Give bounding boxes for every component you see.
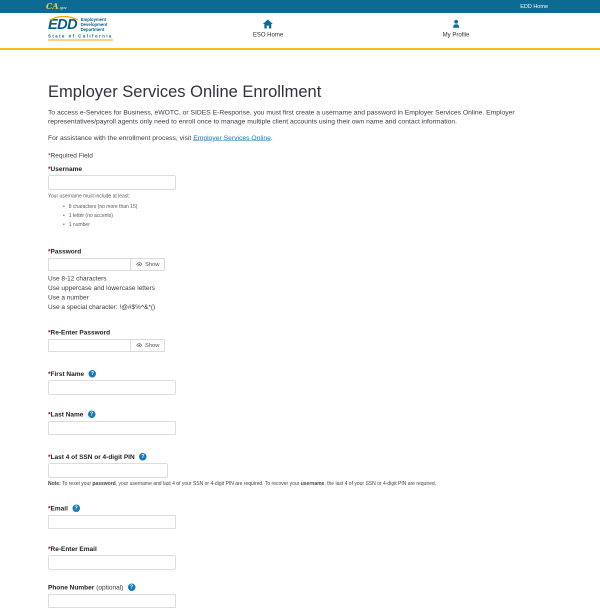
username-hint-title: Your username must include at least: (48, 193, 131, 199)
help-icon[interactable]: ? (128, 584, 136, 592)
required-asterisk: * (48, 164, 51, 173)
password-hint-item: Use a special character: !@#$%^&*() (48, 302, 156, 311)
site-header (0, 13, 600, 48)
nav-eso-home[interactable] (253, 19, 283, 38)
required-field-note-label: Required Field (50, 151, 93, 159)
reenter-password-input[interactable] (48, 339, 131, 352)
eye-icon (136, 262, 143, 267)
home-icon (263, 19, 274, 29)
ssn-pin-note (48, 481, 552, 487)
note-bold: password (92, 480, 116, 487)
page-title: Employer Services Online Enrollment (48, 82, 322, 101)
required-asterisk: * (48, 504, 51, 512)
required-asterisk: * (48, 544, 51, 553)
password-show-label: Show (145, 261, 160, 268)
email-label-text: Email (50, 504, 68, 512)
password-hints (48, 273, 552, 311)
email-input[interactable] (48, 515, 176, 529)
password-field-group (48, 247, 552, 311)
assistance-text: For assistance with the enrollment process, visit (48, 134, 194, 142)
assistance-paragraph (48, 134, 552, 143)
first-name-label-text: First Name (50, 369, 85, 378)
last-name-label-text: Last Name (50, 410, 84, 418)
required-asterisk: * (48, 452, 51, 461)
last-name-input[interactable] (48, 421, 176, 435)
person-icon (451, 19, 461, 29)
assistance-period: . (270, 134, 273, 142)
note-text: , your username and last 4 of your SSN or 4-digit PIN are required. To recover your (115, 480, 301, 487)
help-icon[interactable]: ? (88, 411, 96, 419)
edd-logo-name (81, 17, 108, 32)
required-asterisk: * (48, 247, 51, 255)
username-label (48, 165, 552, 173)
reenter-email-field-group (48, 545, 552, 570)
required-asterisk: * (48, 328, 51, 336)
ca-gov-logo[interactable] (46, 3, 67, 11)
password-label (48, 247, 552, 255)
edd-logo-arc-icon (49, 16, 79, 21)
phone-label-text: Phone Number (48, 583, 95, 591)
username-hint-item: • 8 characters (no more than 15) (63, 204, 552, 210)
required-asterisk: * (48, 410, 51, 418)
nav-eso-home-label: ESO Home (252, 31, 284, 38)
reenter-password-input-row (48, 339, 552, 352)
note-bold: username (300, 480, 325, 487)
required-field-note (48, 151, 552, 159)
edd-logo-line1: Employment (80, 17, 107, 22)
reenter-email-label (48, 545, 552, 553)
reenter-password-label-text: Re-Enter Password (50, 328, 111, 336)
edd-logo-acronym: EDD (48, 16, 78, 33)
password-hint-item: Use 8-12 characters (48, 274, 107, 282)
phone-field-group (48, 583, 552, 608)
utility-bar (0, 0, 600, 13)
nav-my-profile[interactable] (443, 19, 470, 38)
required-asterisk: * (48, 151, 51, 159)
help-icon[interactable]: ? (89, 370, 97, 378)
edd-logo-tagline: State of California (48, 33, 113, 39)
email-field-group (48, 504, 552, 529)
first-name-input[interactable] (48, 380, 176, 394)
password-input-row (48, 258, 552, 271)
password-label-text: Password (50, 247, 82, 255)
employer-services-online-link[interactable]: Employer Services Online (193, 134, 271, 142)
last-name-label (48, 410, 552, 418)
ssn-pin-label (48, 453, 552, 461)
eye-icon (136, 343, 143, 348)
ssn-pin-label-text: Last 4 of SSN or 4-digit PIN (50, 452, 135, 461)
username-hint-list (63, 204, 552, 228)
username-input[interactable] (48, 175, 176, 189)
main-content (0, 50, 600, 608)
last-name-field-group (48, 410, 552, 435)
help-icon[interactable]: ? (72, 505, 80, 513)
first-name-label (48, 370, 552, 378)
phone-label (48, 583, 552, 591)
username-field-group (48, 165, 552, 228)
username-hint-item: • 1 number (63, 222, 552, 228)
reenter-password-show-button[interactable] (131, 339, 165, 352)
password-hint-item: Use a number (48, 293, 89, 301)
edd-logo-line3: Department (80, 27, 105, 32)
ssn-pin-input[interactable] (48, 463, 168, 477)
intro-paragraph: To access e-Services for Business, eWOTC, or SIDES E-Response, you must first create a username and password in Employer Services Online. Employer representatives/payroll agents only need to enroll once to manage multiple client accounts using their own name and contact information. (48, 108, 515, 125)
ca-gov-logo-text: CA (46, 1, 59, 11)
help-icon[interactable]: ? (139, 453, 147, 461)
reenter-password-show-label: Show (145, 342, 160, 349)
reenter-password-label (48, 328, 552, 336)
edd-logo[interactable] (48, 17, 113, 41)
edd-home-link[interactable]: EDD Home (520, 3, 548, 10)
email-label (48, 504, 552, 512)
phone-optional-text: (optional) (96, 583, 124, 591)
password-show-button[interactable] (131, 258, 165, 271)
username-hint-item: • 1 letter (no accents) (63, 213, 552, 219)
required-asterisk: * (48, 369, 51, 378)
reenter-password-field-group (48, 328, 552, 352)
ca-gov-logo-suffix: .gov (59, 5, 67, 10)
edd-logo-line2: Development (80, 22, 108, 27)
phone-input[interactable] (48, 594, 176, 608)
nav-my-profile-label: My Profile (442, 31, 470, 38)
note-text: To reset your (60, 480, 93, 487)
username-label-text: Username (50, 164, 82, 173)
ssn-pin-field-group (48, 453, 552, 487)
password-input[interactable] (48, 258, 131, 271)
password-hint-item: Use uppercase and lowercase letters (48, 283, 155, 292)
note-bold: Note: (48, 480, 61, 487)
note-text: , the last 4 of your SSN or 4-digit PIN are required. (324, 480, 437, 487)
reenter-email-input[interactable] (48, 555, 176, 569)
first-name-field-group (48, 370, 552, 395)
reenter-email-label-text: Re-Enter Email (50, 544, 97, 553)
